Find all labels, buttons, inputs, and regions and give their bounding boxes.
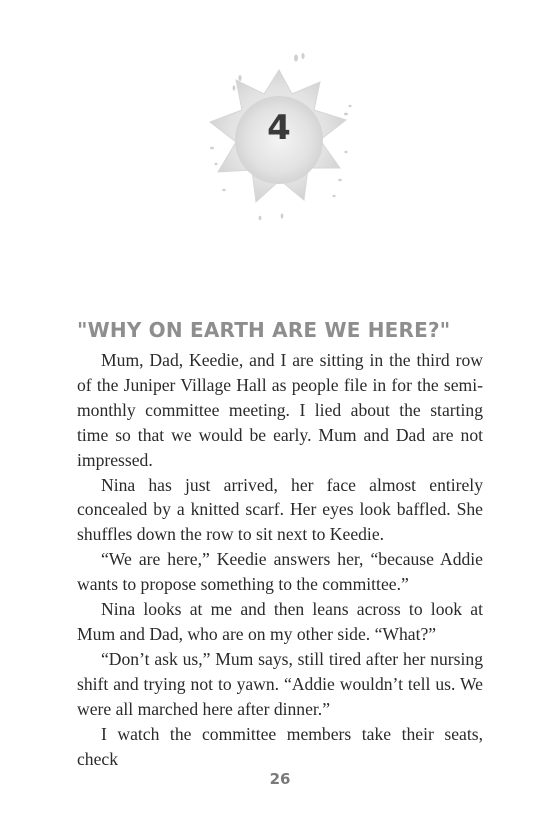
page-number: 26 — [269, 770, 291, 788]
paragraph: “We are here,” Keedie answers her, “because Addie wants to propose something to the committee.” — [77, 549, 483, 595]
paragraph: I watch the committee members take their seats, check — [77, 723, 483, 769]
chapter-number: 4 — [267, 108, 291, 148]
paragraph: Mum, Dad, Keedie, and I are sitting in the third row of the Juniper Village Hall as people file in for the semi-monthly committee meeting. I lied about the starting time so that we would be early. Mum and Dad are not impressed. — [77, 350, 483, 470]
paragraph: “Don’t ask us,” Mum says, still tired after her nursing shift and trying not to yawn. “Addie wouldn’t tell us. We were all marched here after dinner.” — [77, 648, 483, 719]
chapter-title: "WHY ON EARTH ARE WE HERE?" — [77, 318, 451, 342]
body-text — [77, 348, 483, 771]
paragraph: Nina has just arrived, her face almost entirely concealed by a knitted scarf. Her eyes look baffled. She shuffles down the row to sit next to Keedie. — [77, 474, 483, 545]
paragraph: Nina looks at me and then leans across to look at Mum and Dad, who are on my other side. “What?” — [77, 599, 483, 644]
